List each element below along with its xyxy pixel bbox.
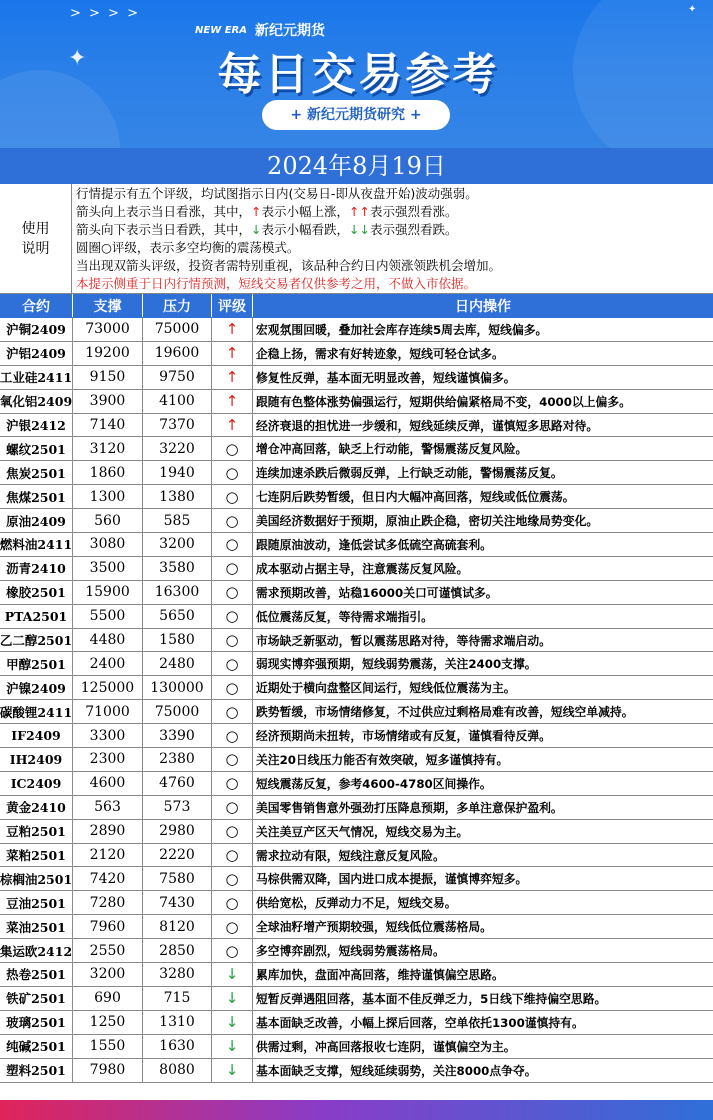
operation-cell: 全球油籽增产预期较强，短线低位震荡格局。 [256,920,492,935]
support-cell: 7980 [73,1059,143,1082]
rating-cell: ○ [212,939,253,962]
contract-cell: 沪银2412 [0,414,73,437]
header-support: 支撑 [73,294,143,317]
support-cell: 7960 [73,915,143,938]
support-cell: 3900 [73,390,143,413]
pressure-cell: 19600 [143,342,212,365]
table-row [0,485,713,509]
operation-cell: 跟随有色整体涨势偏强运行，短期供给偏紧格局不变，4000以上偏多。 [256,394,631,409]
pressure-cell: 585 [143,509,212,532]
contract-cell: 碳酸锂2411 [0,700,73,723]
table-row [0,844,713,868]
brand-logo: NEW ERA [195,24,247,36]
support-cell: 2120 [73,844,143,867]
table-row [0,867,713,891]
operation-cell: 经济衰退的担忧进一步缓和，短线延续反弹，谨慎短多思路对待。 [256,418,599,433]
contract-cell: 螺纹2501 [0,437,73,460]
support-cell: 560 [73,509,143,532]
support-cell: 9150 [73,366,143,389]
contract-cell: 棕榈油2501 [0,867,73,890]
trading-reference-table [0,294,713,1083]
support-cell: 1550 [73,1035,143,1058]
arrow-up-icon: ↑ [251,204,262,219]
rating-cell: ↑ [212,342,253,365]
contract-cell: 氧化铝2409 [0,390,73,413]
table-row [0,605,713,629]
pressure-cell: 1940 [143,461,212,484]
support-cell: 1300 [73,485,143,508]
operation-cell: 跟随原油波动，逢低尝试多低硫空高硫套利。 [256,537,492,552]
operation-cell: 关注20日线压力能否有效突破，短多谨慎持有。 [256,752,509,767]
banner-decoration [0,70,120,148]
operation-cell: 美国经济数据好于预期，原油止跌企稳，密切关注地缘局势变化。 [256,514,599,529]
rating-cell: ○ [212,676,253,699]
support-cell: 1250 [73,1011,143,1034]
contract-cell: 乙二醇2501 [0,629,73,652]
rating-cell: ○ [212,891,253,914]
support-cell: 5500 [73,605,143,628]
header-rating: 评级 [212,294,253,317]
rating-cell: ↓ [212,1035,253,1058]
support-cell: 125000 [73,676,143,699]
table-row [0,509,713,533]
operation-cell: 关注美豆产区天气情况，短线交易为主。 [256,824,469,839]
operation-cell: 多空博弈剧烈，短线弱势震荡格局。 [256,944,445,959]
header-contract: 合约 [0,294,73,317]
brand-name: 新纪元期货 [254,23,325,39]
contract-cell: 豆粕2501 [0,820,73,843]
header-operation: 日内操作 [455,298,511,315]
operation-cell: 基本面缺乏改善，小幅上探后回落，空单依托1300谨慎持有。 [256,1015,584,1030]
operation-cell: 短暂反弹遇阻回落，基本面不佳反弹乏力，5日线下维持偏空思路。 [256,991,607,1006]
operation-cell: 企稳上扬，需求有好转迹象，短线可轻仓试多。 [256,346,504,361]
contract-cell: 纯碱2501 [0,1035,73,1058]
contract-cell: 菜油2501 [0,915,73,938]
contract-cell: 玻璃2501 [0,1011,73,1034]
notes-line: 箭头向下表示当日看跌，其中，↓表示小幅看跌，↓↓表示强烈看跌。 [76,222,458,237]
banner-decoration [573,0,713,148]
notes-label-line: 使用 [21,221,50,237]
table-row [0,1059,713,1083]
rating-cell: ○ [212,867,253,890]
support-cell: 2550 [73,939,143,962]
rating-cell: ○ [212,437,253,460]
table-row [0,700,713,724]
pressure-cell: 1380 [143,485,212,508]
rating-cell: ↓ [212,1059,253,1082]
table-row [0,891,713,915]
contract-cell: 豆油2501 [0,891,73,914]
rating-cell: ○ [212,915,253,938]
rating-cell: ○ [212,557,253,580]
pressure-cell: 9750 [143,366,212,389]
operation-cell: 跌势暂缓，市场情绪修复，不过供应过剩格局难有改善，短线空单减持。 [256,705,634,720]
support-cell: 3500 [73,557,143,580]
table-row [0,366,713,390]
rating-cell: ↓ [212,987,253,1010]
table-row [0,724,713,748]
contract-cell: 焦煤2501 [0,485,73,508]
pressure-cell: 7370 [143,414,212,437]
contract-cell: 沪铜2409 [0,318,73,341]
operation-cell: 需求预期改善，站稳16000关口可谨慎试多。 [256,585,498,600]
support-cell: 3300 [73,724,143,747]
operation-cell: 供需过剩，冲高回落报收七连阴，谨慎偏空为主。 [256,1039,516,1054]
contract-cell: 原油2409 [0,509,73,532]
table-row [0,820,713,844]
operation-cell: 需求拉动有限，短线注意反复风险。 [256,848,445,863]
table-row [0,748,713,772]
operation-cell: 经济预期尚未扭转，市场情绪或有反复，谨慎看待反弹。 [256,729,551,744]
support-cell: 7140 [73,414,143,437]
rating-cell: ○ [212,796,253,819]
table-row [0,796,713,820]
rating-cell: ○ [212,772,253,795]
table-row [0,461,713,485]
table-row [0,652,713,676]
contract-cell: PTA2501 [0,605,73,628]
pressure-cell: 1580 [143,629,212,652]
page-title: 每日交易参考 [217,49,500,100]
pressure-cell: 3390 [143,724,212,747]
pressure-cell: 16300 [143,581,212,604]
contract-cell: 铁矿2501 [0,987,73,1010]
rating-cell: ↑ [212,390,253,413]
notes-line: 行情提示有五个评级，均试图指示日内(交易日-即从夜盘开始)波动强弱。 [76,186,478,201]
header-pressure: 压力 [143,294,212,317]
support-cell: 15900 [73,581,143,604]
rating-cell: ○ [212,461,253,484]
pressure-cell: 75000 [143,318,212,341]
table-body [0,318,713,1083]
contract-cell: 沥青2410 [0,557,73,580]
pressure-cell: 3200 [143,533,212,556]
support-cell: 4600 [73,772,143,795]
table-row [0,557,713,581]
pressure-cell: 3280 [143,963,212,986]
contract-cell: IH2409 [0,748,73,771]
operation-cell: 修复性反弹，基本面无明显改善，短线谨慎偏多。 [256,370,516,385]
support-cell: 563 [73,796,143,819]
rating-cell: ○ [212,652,253,675]
usage-notes [0,184,713,294]
arrow-down-icon: ↓ [251,222,262,237]
report-date: 2024年8月19日 [0,148,713,184]
arrow-down-icon: ↓ [359,222,370,237]
contract-cell: 塑料2501 [0,1059,73,1082]
pressure-cell: 7430 [143,891,212,914]
operation-cell: 连续加速杀跌后微弱反弹，上行缺乏动能，警惕震荡反复。 [256,466,563,481]
operation-cell: 供给宽松，反弹动力不足，短线交易。 [256,896,457,911]
contract-cell: 焦炭2501 [0,461,73,484]
rating-cell: ↑ [212,414,253,437]
operation-cell: 累库加快，盘面冲高回落，维持谨慎偏空思路。 [256,967,504,982]
rating-cell: ↓ [212,963,253,986]
pressure-cell: 2480 [143,652,212,675]
notes-line: 箭头向上表示当日看涨，其中，↑表示小幅上涨，↑↑表示强烈看涨。 [76,204,458,219]
operation-cell: 市场缺乏新驱动，暂以震荡思路对待，等待需求端启动。 [256,633,551,648]
pressure-cell: 3580 [143,557,212,580]
contract-cell: 黄金2410 [0,796,73,819]
arrow-down-icon: ↓ [349,222,360,237]
arrow-up-icon: ↑ [359,204,370,219]
rating-cell: ○ [212,605,253,628]
pressure-cell: 1630 [143,1035,212,1058]
support-cell: 2400 [73,652,143,675]
table-row [0,772,713,796]
contract-cell: 沪铝2409 [0,342,73,365]
contract-cell: 菜粕2501 [0,844,73,867]
operation-cell: 增仓冲高回落，缺乏上行动能，警惕震荡反复风险。 [256,442,528,457]
table-row [0,390,713,414]
notes-disclaimer: 本提示侧重于日内行情预测，短线交易者仅供参考之用，不做入市依据。 [76,276,477,291]
support-cell: 71000 [73,700,143,723]
support-cell: 4480 [73,629,143,652]
rating-cell: ↑ [212,318,253,341]
operation-cell: 低位震荡反复，等待需求端指引。 [256,609,433,624]
table-header [0,294,713,318]
support-cell: 19200 [73,342,143,365]
support-cell: 3120 [73,437,143,460]
chevron-dots-icon: > > > > [70,6,140,21]
notes-label [0,184,72,294]
operation-cell: 成本驱动占据主导，注意震荡反复风险。 [256,561,469,576]
pressure-cell: 1310 [143,1011,212,1034]
header-banner [0,0,713,148]
operation-cell: 宏观氛围回暖，叠加社会库存连续5周去库，短线偏多。 [256,322,548,337]
rating-cell: ○ [212,700,253,723]
notes-label-line: 说明 [21,241,50,257]
operation-cell: 近期处于横向盘整区间运行，短线低位震荡为主。 [256,681,516,696]
support-cell: 2890 [73,820,143,843]
pressure-cell: 2980 [143,820,212,843]
pressure-cell: 8080 [143,1059,212,1082]
contract-cell: 甲醇2501 [0,652,73,675]
contract-cell: IC2409 [0,772,73,795]
table-row [0,318,713,342]
support-cell: 73000 [73,318,143,341]
pressure-cell: 2220 [143,844,212,867]
support-cell: 7420 [73,867,143,890]
support-cell: 1860 [73,461,143,484]
notes-line: 圆圈○评级，表示多空均衡的震荡模式。 [76,240,300,255]
table-row [0,987,713,1011]
operation-cell: 基本面缺乏支撑，短线延续弱势，关注8000点争夺。 [256,1063,537,1078]
operation-cell: 美国零售销售意外强劲打压降息预期，多单注意保护盈利。 [256,800,563,815]
table-row [0,939,713,963]
pressure-cell: 715 [143,987,212,1010]
footer-stripe [0,1100,713,1120]
contract-cell: 热卷2501 [0,963,73,986]
rating-cell: ○ [212,533,253,556]
pressure-cell: 130000 [143,676,212,699]
support-cell: 2300 [73,748,143,771]
pressure-cell: 8120 [143,915,212,938]
pressure-cell: 2850 [143,939,212,962]
subtitle-badge: + 新纪元期货研究 + [262,100,450,130]
operation-cell: 短线震荡反复，参考4600-4780区间操作。 [256,776,492,791]
brand [195,20,325,40]
support-cell: 690 [73,987,143,1010]
operation-cell: 弱现实博弈强预期，短线弱势震荡，关注2400支撑。 [256,657,537,672]
pressure-cell: 4760 [143,772,212,795]
rating-cell: ↑ [212,366,253,389]
notes-text [76,185,713,293]
sparkle-icon: ✦ [688,4,697,15]
notes-line: 当出现双箭头评级，投资者需特别重视，该品种合约日内领涨领跌机会增加。 [76,258,502,273]
rating-cell: ○ [212,820,253,843]
table-row [0,915,713,939]
table-row [0,629,713,653]
contract-cell: 工业硅2411 [0,366,73,389]
sparkle-icon: ✦ [68,46,87,71]
pressure-cell: 5650 [143,605,212,628]
pressure-cell: 2380 [143,748,212,771]
support-cell: 7280 [73,891,143,914]
rating-cell: ↓ [212,1011,253,1034]
rating-cell: ○ [212,748,253,771]
table-row [0,342,713,366]
contract-cell: 沪镍2409 [0,676,73,699]
support-cell: 3200 [73,963,143,986]
rating-cell: ○ [212,629,253,652]
pressure-cell: 75000 [143,700,212,723]
table-row [0,1011,713,1035]
pressure-cell: 573 [143,796,212,819]
pressure-cell: 3220 [143,437,212,460]
arrow-up-icon: ↑ [349,204,360,219]
contract-cell: 燃料油2411 [0,533,73,556]
table-row [0,414,713,438]
table-row [0,437,713,461]
contract-cell: 橡胶2501 [0,581,73,604]
rating-cell: ○ [212,724,253,747]
pressure-cell: 4100 [143,390,212,413]
table-row [0,581,713,605]
rating-cell: ○ [212,581,253,604]
table-row [0,533,713,557]
rating-cell: ○ [212,844,253,867]
support-cell: 3080 [73,533,143,556]
table-row [0,963,713,987]
contract-cell: 集运欧2412 [0,939,73,962]
pressure-cell: 7580 [143,867,212,890]
rating-cell: ○ [212,509,253,532]
operation-cell: 七连阴后跌势暂缓，但日内大幅冲高回落，短线或低位震荡。 [256,490,575,505]
rating-cell: ○ [212,485,253,508]
table-row [0,1035,713,1059]
table-row [0,676,713,700]
operation-cell: 马棕供需双降，国内进口成本提振，谨慎博弈短多。 [256,872,528,887]
contract-cell: IF2409 [0,724,73,747]
